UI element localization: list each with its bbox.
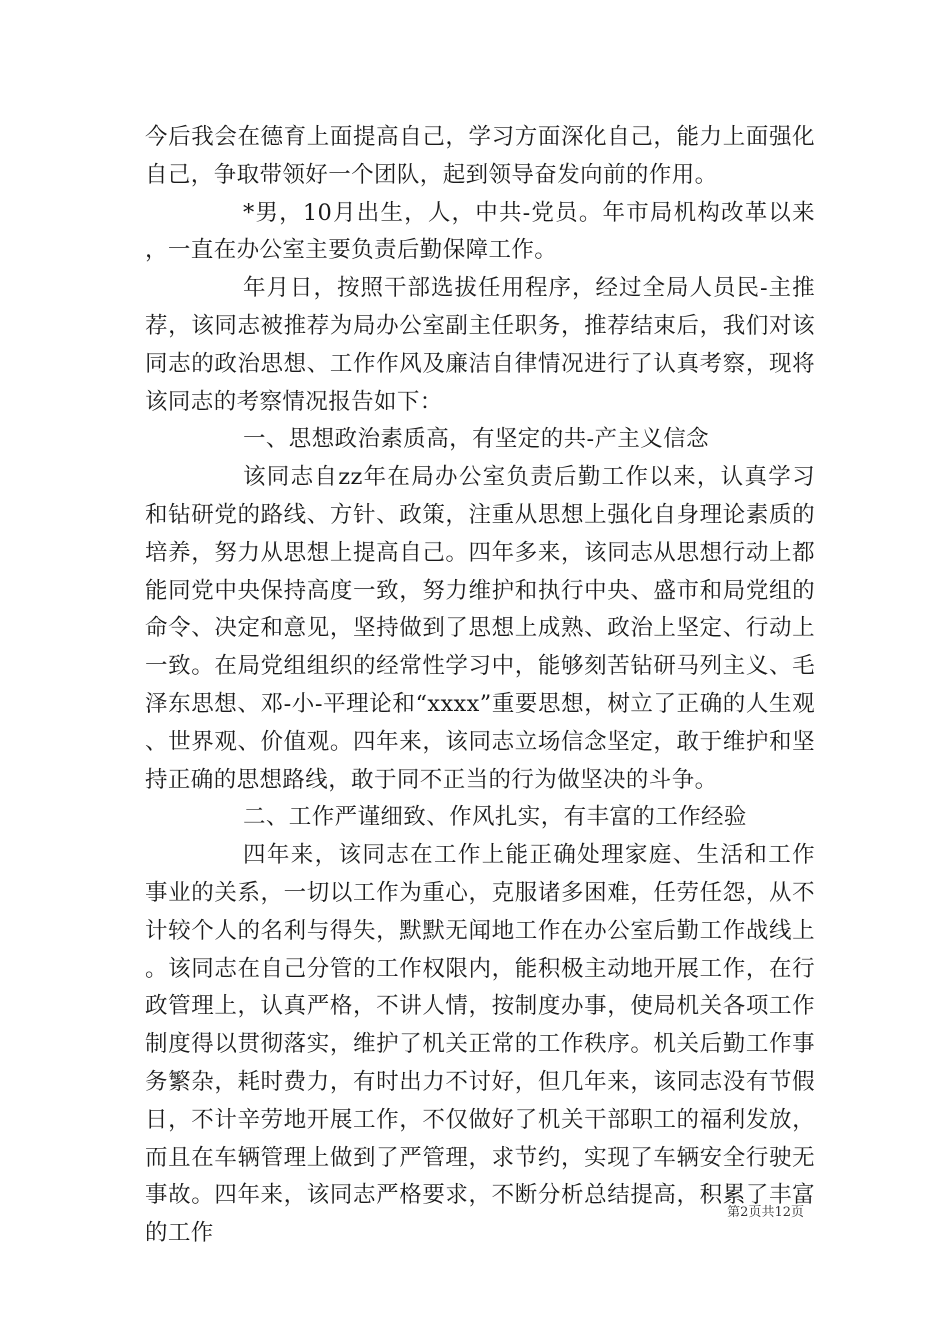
paragraph-profile: *男，10月出生，人，中共-党员。年市局机构改革以来，一直在办公室主要负责后勤保障工作。 — [145, 199, 815, 264]
document-body — [145, 119, 815, 1253]
paragraph-continuation: 今后我会在德育上面提高自己，学习方面深化自己，能力上面强化自己，争取带领好一个团队，起到领导奋发向前的作用。 — [145, 124, 815, 188]
section-heading-work: 二、工作严谨细致、作风扎实，有丰富的工作经验 — [243, 804, 747, 831]
paragraph-recommendation: 年月日，按照干部选拔任用程序，经过全局人员民-主推荐，该同志被推荐为局办公室副主任职务，推荐结束后，我们对该同志的政治思想、工作作风及廉洁自律情况进行了认真考察，现将该同志的考察情况报告如下： — [145, 275, 815, 415]
paragraph-work: 四年来，该同志在工作上能正确处理家庭、生活和工作事业的关系，一切以工作为重心，克服诸多困难，任劳任怨，从不计较个人的名利与得失，默默无闻地工作在办公室后勤工作战线上。该同志在自己分管的工作权限内，能积极主动地开展工作，在行政管理上，认真严格，不讲人情，按制度办事，使局机关各项工作制度得以贯彻落实，维护了机关正常的工作秩序。机关后勤工作事务繁杂，耗时费力，有时出力不讨好，但几年来，该同志没有节假日，不计辛劳地开展工作，不仅做好了机关干部职工的福利发放，而且在车辆管理上做到了严管理，求节约，实现了车辆安全行驶无事故。四年来，该同志严格要求，不断分析总结提高，积累了丰富的工作 — [145, 842, 815, 1247]
paragraph-political: 该同志自zz年在局办公室负责后勤工作以来，认真学习和钻研党的路线、方针、政策，注重从思想上强化自身理论素质的培养，努力从思想上提高自己。四年多来，该同志从思想行动上都能同党中央保持高度一致，努力维护和执行中央、盛市和局党组的命令、决定和意见，坚持做到了思想上成熟、政治上坚定、行动上一致。在局党组组织的经常性学习中，能够刻苦钻研马列主义、毛泽东思想、邓-小-平理论和“xxxx”重要思想，树立了正确的人生观、世界观、价值观。四年来，该同志立场信念坚定，敢于维护和坚持正确的思想路线，敢于同不正当的行为做坚决的斗争。 — [145, 464, 815, 793]
section-heading-political: 一、思想政治素质高，有坚定的共-产主义信念 — [243, 426, 710, 453]
page-number-footer: 第2页共12页 — [727, 1205, 804, 1220]
